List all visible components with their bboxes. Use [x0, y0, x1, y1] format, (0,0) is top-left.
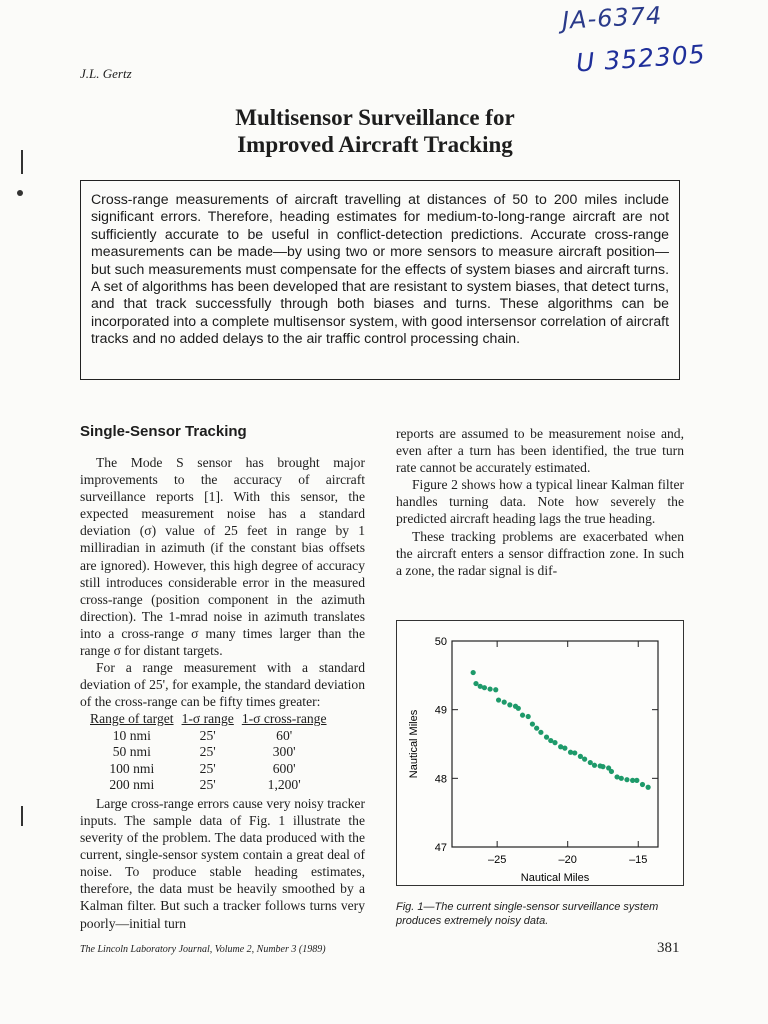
- x-axis-label: Nautical Miles: [520, 872, 590, 884]
- table-cell: 200 nmi: [109, 777, 155, 793]
- paragraph: These tracking problems are exacerbated when the aircraft enters a sensor diffraction zone. In such a zone, the radar signal is dif-: [396, 528, 684, 578]
- handwritten-note-2: U 352305: [575, 39, 707, 78]
- table-cell: 25': [199, 760, 216, 776]
- y-tick-label: 47: [434, 842, 447, 854]
- table-cell: 25': [199, 777, 216, 793]
- table-cell: 50 nmi: [112, 744, 151, 760]
- table-header: Range of target: [90, 711, 174, 727]
- data-point: [572, 750, 577, 755]
- data-point: [609, 769, 614, 774]
- title-line-2: Improved Aircraft Tracking: [237, 132, 513, 157]
- data-point: [619, 776, 624, 781]
- abstract-box: [80, 180, 680, 380]
- margin-tick-1: [21, 150, 23, 174]
- x-tick-label: –25: [487, 854, 507, 866]
- left-column: [80, 422, 365, 932]
- page-number: 381: [657, 940, 680, 956]
- data-point: [544, 735, 549, 740]
- margin-tick-3: [21, 806, 23, 826]
- x-tick-label: –20: [558, 854, 577, 866]
- title-line-1: Multisensor Surveillance for: [235, 105, 515, 130]
- y-tick-label: 50: [434, 636, 447, 648]
- data-point: [552, 740, 557, 745]
- table-cell: 25': [199, 744, 216, 760]
- data-point: [471, 670, 476, 675]
- data-point: [526, 714, 531, 719]
- table-row: [86, 761, 331, 778]
- data-point: [534, 726, 539, 731]
- data-point: [600, 764, 605, 769]
- data-point: [634, 778, 639, 783]
- data-point: [516, 706, 521, 711]
- paragraph: reports are assumed to be measurement noise and, even after a turn has been identified, the true turn rate cannot be accurately estimated.: [396, 426, 684, 476]
- abstract-text: Cross-range measurements of aircraft travelling at distances of 50 to 200 miles include significant errors. Therefore, heading estimates for medium-to-long-range aircraft are not sufficiently accurate to be useful in conflict-detection predictions. Accurate cross-range measurements can be made—by using two or more sensors to measure aircraft position—but such measurements must compensate for the effects of system biases and aircraft turns. A set of algorithms has been developed that are resistant to system biases, that detect turns, and that track successfully through both biases and turns. These algorithms can be incorporated into a complete multisensor system, with good intersensor correlation of aircraft tracks and no added delays to the air traffic control processing chain.: [91, 191, 669, 347]
- table-header: 1-σ cross-range: [241, 711, 327, 727]
- margin-tick-2: [17, 190, 23, 196]
- paragraph: The Mode S sensor has brought major improvements to the accuracy of aircraft surveillance reports [1]. With this sensor, the expected measurement noise has a standard deviation (σ) value of 25 feet in range by 1 milliradian in azimuth (if the constant bias offsets are ignored). However, this high degree of accuracy still introduces considerable error in the measured cross-range (position component in the azimuth direction). The 1-mrad noise in azimuth translates into a cross-range σ many times larger than the range σ for distant targets.: [80, 455, 365, 659]
- y-tick-label: 48: [434, 773, 447, 786]
- table-cell: 60': [276, 727, 293, 743]
- data-point: [493, 687, 498, 692]
- handwritten-note-1: JA-6374: [561, 1, 663, 35]
- table-cell: 10 nmi: [112, 727, 151, 743]
- figure-caption: Fig. 1—The current single-sensor surveillance system produces extremely noisy data.: [396, 901, 659, 927]
- data-point: [582, 757, 587, 762]
- figure-1: [396, 620, 684, 886]
- table-row: [86, 744, 331, 761]
- table-header-row: [86, 711, 331, 728]
- data-point: [502, 700, 507, 705]
- data-point: [530, 721, 535, 726]
- article-title: [140, 104, 610, 158]
- paragraph: Figure 2 shows how a typical linear Kalman filter handles turning data. Note how severely the predicted aircraft heading lags the true heading.: [396, 477, 684, 527]
- scatter-chart: [397, 621, 683, 885]
- y-tick-label: 49: [434, 704, 447, 717]
- table-header: 1-σ range: [181, 711, 234, 727]
- table-cell: 1,200': [267, 777, 301, 793]
- data-point: [538, 730, 543, 735]
- table-cell: 600': [272, 760, 296, 776]
- section-heading: Single-Sensor Tracking: [80, 423, 247, 440]
- cross-range-table: [86, 711, 331, 794]
- table-cell: 25': [199, 727, 216, 743]
- data-point: [482, 685, 487, 690]
- x-tick-label: –15: [629, 854, 648, 866]
- data-point: [496, 697, 501, 702]
- table-cell: 100 nmi: [109, 760, 155, 776]
- data-point: [646, 785, 651, 790]
- data-point: [507, 702, 512, 707]
- paragraph: Large cross-range errors cause very noisy tracker inputs. The sample data of Fig. 1 illustrate the severity of the problem. The data produced with the current, single-sensor system contain a great deal of noise. To produce stable heading estimates, therefore, the data must be heavily smoothed by a Kalman filter. But such a tracker follows turns very poorly—initial turn: [80, 795, 365, 931]
- data-point: [640, 782, 645, 787]
- data-point: [520, 713, 525, 718]
- data-point: [487, 686, 492, 691]
- paragraph: For a range measurement with a standard deviation of 25', for example, the standard deviation of the cross-range can be fifty times greater:: [80, 660, 365, 710]
- table-row: [86, 777, 331, 794]
- table-row: [86, 728, 331, 745]
- right-column: [396, 425, 684, 579]
- data-point: [624, 777, 629, 782]
- data-point: [592, 763, 597, 768]
- y-axis-label: Nautical Miles: [408, 709, 420, 779]
- journal-footer: The Lincoln Laboratory Journal, Volume 2, Number 3 (1989): [80, 944, 326, 955]
- table-cell: 300': [272, 744, 296, 760]
- author-name: J.L. Gertz: [80, 66, 132, 81]
- data-point: [562, 746, 567, 751]
